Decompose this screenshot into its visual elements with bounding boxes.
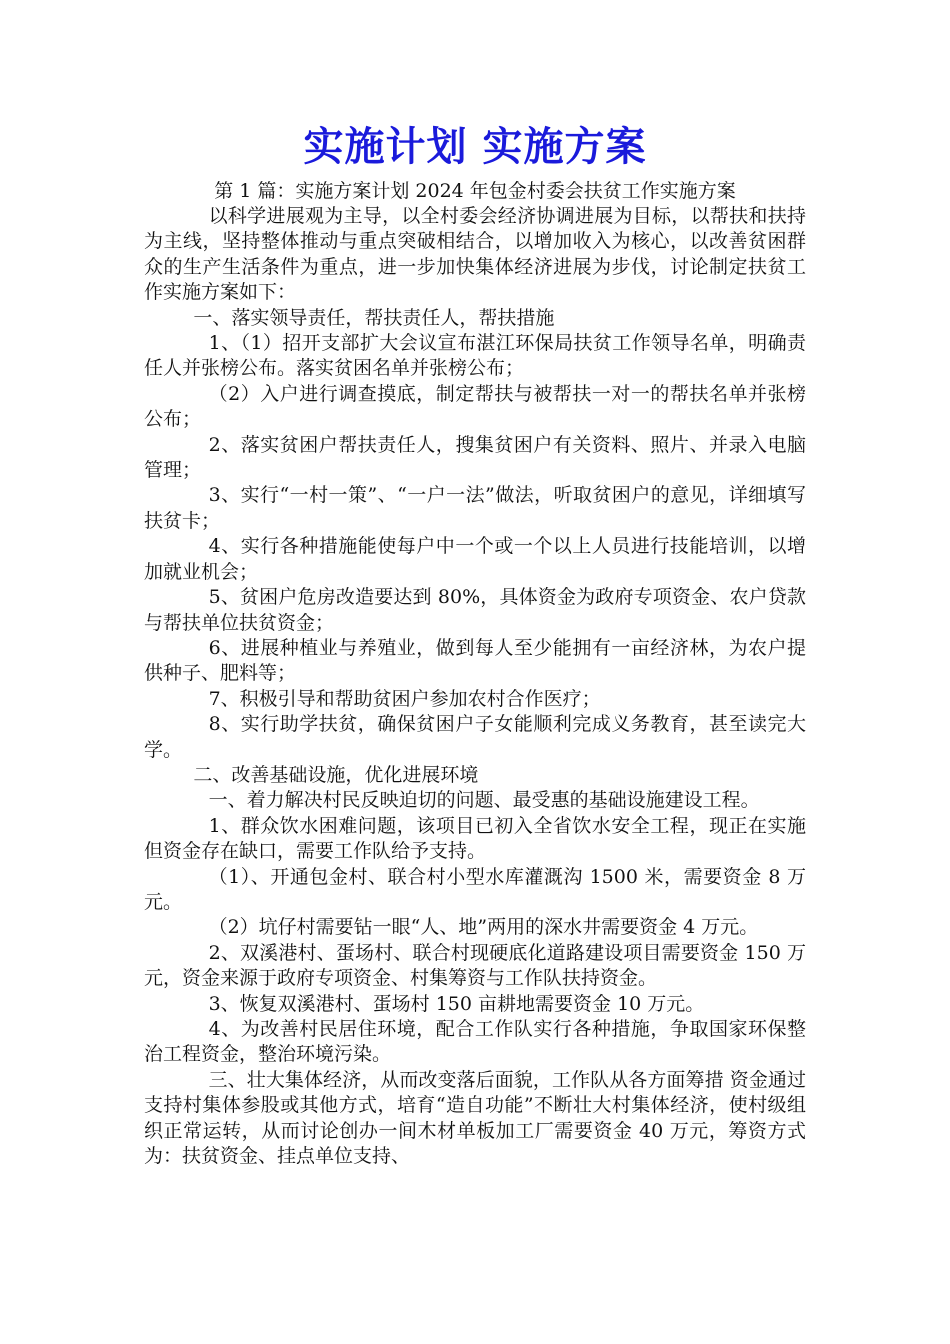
document-title: 实施计划 实施方案: [303, 123, 647, 170]
section-heading-3: 三、壮大集体经济，从而改变落后面貌，工作队从各方面筹措 资金通过支持村集体参股或其他方式，培育“造自功能”不断壮大村集体经济，使村级组织正常运转，从而讨论创办一间木材单板加工厂需要资金 40 万元，筹资方式为：扶贫资金、挂点单位支持、: [144, 1068, 806, 1168]
paragraph: 3、实行“一村一策”、“一户一法”做法，听取贫困户的意见，详细填写扶贫卡；: [144, 484, 806, 532]
paragraph: （2）入户进行调查摸底，制定帮扶与被帮扶一对一的帮扶名单并张榜公布；: [144, 382, 806, 431]
section-heading-2: 二、改善基础设施，优化进展环境: [193, 763, 479, 786]
paragraph: 1、群众饮水困难问题，该项目已初入全省饮水安全工程，现正在实施但资金存在缺口，需要工作队给予支持。: [144, 814, 806, 863]
document-subtitle: 第 1 篇：实施方案计划 2024 年包金村委会扶贫工作实施方案: [214, 180, 736, 202]
paragraph: 2、落实贫困户帮扶责任人，搜集贫困户有关资料、照片、并录入电脑管理；: [144, 433, 806, 482]
paragraph: 1、（1）招开支部扩大会议宣布湛江环保局扶贫工作领导名单，明确责任人并张榜公布。落实贫困名单并张榜公布；: [144, 332, 806, 380]
paragraph: 一、着力解决村民反映迫切的问题、最受惠的基础设施建设工程。: [208, 789, 760, 812]
paragraph: 7、积极引导和帮助贫困户参加农村合作医疗；: [208, 687, 601, 710]
paragraph: （2）坑仔村需要钻一眼“人、地”两用的深水井需要资金 4 万元。: [208, 916, 759, 939]
paragraph: 8、实行助学扶贫，确保贫困户子女能顺利完成义务教育，甚至读完大学。: [144, 713, 806, 761]
paragraph: （1）、开通包金村、联合村小型水库灌溉沟 1500 米，需要资金 8 万元。: [144, 865, 806, 913]
paragraph: 4、为改善村民居住环境，配合工作队实行各种措施，争取国家环保整治工程资金，整治环境污染。: [144, 1018, 806, 1066]
paragraph: 4、实行各种措施能使每户中一个或一个以上人员进行技能培训，以增加就业机会；: [144, 535, 806, 583]
paragraph: 5、贫困户危房改造要达到 80%，具体资金为政府专项资金、农户贷款与帮扶单位扶贫资金；: [144, 586, 806, 634]
paragraph: 3、恢复双溪港村、蛋场村 150 亩耕地需要资金 10 万元。: [208, 992, 705, 1015]
paragraph-intro: 以科学进展观为主导，以全村委会经济协调进展为目标，以帮扶和扶持为主线，坚持整体推动与重点突破相结合，以增加收入为核心，以改善贫困群众的生产生活条件为重点，进一步加快集体经济进展为步伐，讨论制定扶贫工作实施方案如下：: [144, 205, 806, 304]
paragraph: 2、双溪港村、蛋场村、联合村现硬底化道路建设项目需要资金 150 万元，资金来源于政府专项资金、村集筹资与工作队扶持资金。: [144, 941, 806, 990]
paragraph: 6、进展种植业与养殖业，做到每人至少能拥有一亩经济林，为农户提供种子、肥料等；: [144, 636, 806, 685]
section-heading-1: 一、落实领导责任，帮扶责任人，帮扶措施: [193, 306, 555, 329]
